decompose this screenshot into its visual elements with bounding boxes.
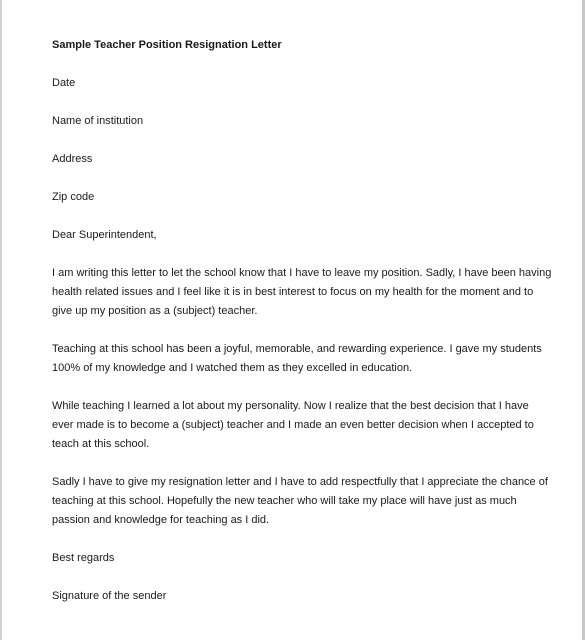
document-title: Sample Teacher Position Resignation Letter [52, 39, 282, 51]
zip-line: Zip code [52, 191, 95, 203]
spacer [52, 131, 552, 150]
spacer [52, 245, 552, 264]
date-line: Date [52, 77, 76, 89]
signature: Signature of the sender [52, 590, 167, 602]
spacer [52, 321, 552, 340]
spacer [52, 530, 552, 549]
paragraph-4: Sadly I have to give my resignation letter and I have to add respectfully that I appreciate the chance of teaching at this school. Hopefully the new teacher who will take my place will have just as much passion and knowledge for teaching as I did. [52, 476, 548, 526]
spacer [52, 454, 552, 473]
address-line: Address [52, 153, 93, 165]
spacer [52, 378, 552, 397]
paragraph-3: While teaching I learned a lot about my personality. Now I realize that the best decision that I have ever made is to become a (subject) teacher and I made an even better decision when I accepted to teach at this school. [52, 400, 534, 450]
spacer [52, 568, 552, 587]
institution-line: Name of institution [52, 115, 144, 127]
salutation: Dear Superintendent, [52, 229, 157, 241]
page-edge-left [0, 0, 2, 640]
spacer [52, 55, 552, 74]
spacer [52, 207, 552, 226]
spacer [52, 93, 552, 112]
letter-body [52, 36, 552, 606]
closing: Best regards [52, 552, 115, 564]
paragraph-2: Teaching at this school has been a joyful, memorable, and rewarding experience. I gave my students 100% of my knowledge and I watched them as they excelled in education. [52, 343, 542, 374]
paragraph-1: I am writing this letter to let the school know that I have to leave my position. Sadly, I have been having health related issues and I feel like it is in best interest to focus on my health for the moment and to give up my position as a (subject) teacher. [52, 267, 552, 317]
spacer [52, 169, 552, 188]
